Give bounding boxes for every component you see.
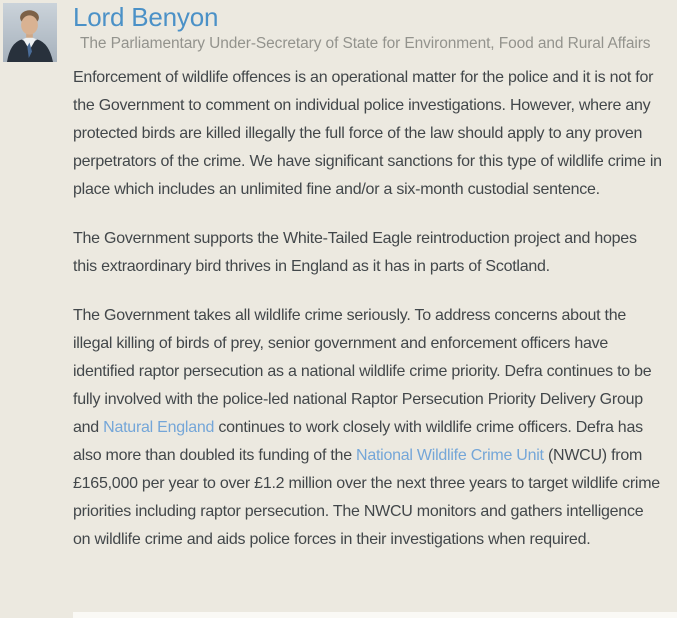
natural-england-link[interactable]: Natural England [103, 419, 215, 436]
speaker-name-link[interactable]: Lord Benyon [73, 2, 219, 32]
paragraph-3-text-2: continues to work closely with wildlife crime officers. Defra has also more than doubled its funding of the [73, 419, 643, 464]
answer-paragraph-1: Enforcement of wildlife offences is an operational matter for the police and it is not for the Government to comment on individual police investigations. However, where any protected birds are killed illegally the full force of the law should apply to any proven perpetrators of the crime. We have significant sanctions for this type of wildlife crime in place which includes an unlimited fine and/or a six-month custodial sentence. [73, 69, 662, 198]
next-block-top-edge [73, 612, 677, 618]
answer-text [73, 64, 663, 575]
portrait-photo [3, 3, 57, 62]
speaker-role: The Parliamentary Under-Secretary of State for Environment, Food and Rural Affairs [80, 35, 651, 52]
answer-paragraph-3 [73, 302, 663, 554]
paragraph-3-text-1: The Government takes all wildlife crime seriously. To address concerns about the illegal killing of birds of prey, senior government and enforcement officers have identified raptor persecution as a national wildlife crime priority. Defra continues to be fully involved with the police-led national Raptor Persecution Priority Delivery Group and [73, 307, 652, 436]
answer-paragraph-2: The Government supports the White-Tailed Eagle reintroduction project and hopes this extraordinary bird thrives in England as it has in parts of Scotland. [73, 230, 637, 275]
paragraph-3-text-3: (NWCU) from £165,000 per year to over £1.2 million over the next three years to target wildlife crime priorities including raptor persecution. The NWCU monitors and gathers intelligence on wildlife crime and aids police forces in their investigations when required. [73, 447, 660, 548]
person-avatar [3, 3, 57, 62]
national-wildlife-crime-unit-link[interactable]: National Wildlife Crime Unit [356, 447, 544, 464]
